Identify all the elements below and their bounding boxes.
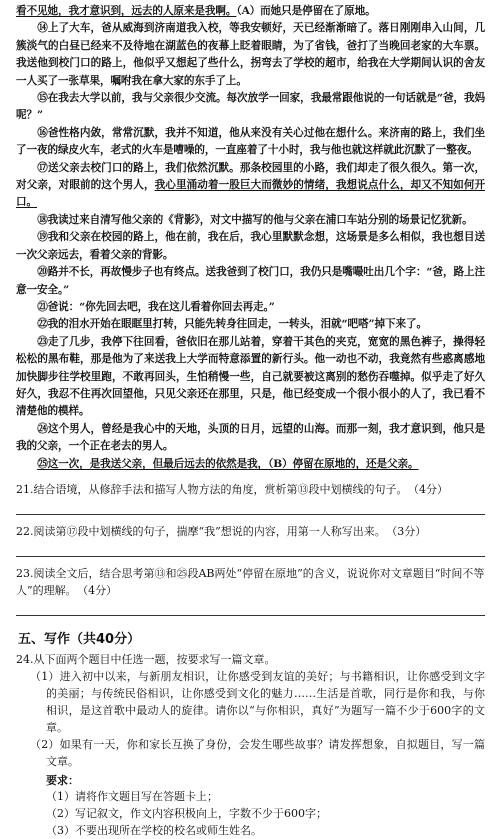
answer-line[interactable]	[16, 498, 485, 515]
requirement-item: （2）写记叙文，作文内容积极向上，字数不少于600字；	[46, 806, 327, 820]
answer-line[interactable]	[16, 599, 485, 616]
question-24: 24.从下面两个题目中任选一题，按要求写一篇文章。	[16, 652, 276, 666]
passage-paragraph: ⑮在我去大学以前，我与父亲很少交流。每次放学一回家，我最常跟他说的一句话就是“爸，我妈呢？”	[16, 92, 485, 122]
section-title: 五、写作（共40分）	[18, 631, 141, 647]
passage-paragraph: ⑲我和父亲在校园的路上，他在前，我在后，我心里默默念想，这场景是多么相似，我也想目送一次父亲远去，看着父亲的背影。	[16, 231, 485, 261]
passage-paragraph: ㉒我的泪水开始在眼眶里打转，只能先转身往回走，一转头，泪就“吧嗒”掉下来了。	[37, 318, 427, 331]
question-23: 23.阅读全文后，结合思考第⑬和㉕段AB两处“停留在原地”的含义，说说你对文章题目“时间不等人”的理解。 （4分）	[16, 565, 485, 616]
question-22: 22.阅读第⑰段中划横线的句子，揣摩“我”想说的内容，用第一人称写出来。 （3分）	[16, 523, 485, 557]
passage-paragraph: 看不见她，我才意识到，远去的人原来是我啊。（A）而她只是停留在了原地。	[16, 5, 376, 17]
requirement-item: （1）请将作文题目写在答题卡上；	[46, 789, 218, 803]
reading-passage	[16, 3, 485, 473]
question-21: 21.结合语境，从修辞手法和描写人物方法的角度，赏析第⑬段中划横线的句子。 （4分）	[16, 481, 485, 515]
passage-paragraph: ㉔这个男人，曾经是我心中的天地，头顶的日月，远望的山海。而那一刻，我才意识到，他只是我的父亲，一个正在老去的男人。	[16, 422, 485, 453]
underlined-sentence: 我心里涌动着一股巨大而微妙的情绪，我想说点什么，却又不知如何开口。	[16, 179, 485, 209]
answer-line[interactable]	[16, 540, 485, 557]
requirement-item: （3）不要出现所在学校的校名或师生姓名。	[46, 823, 262, 837]
underlined-sentence: ㉕这一次，是我送父亲，但最后远去的依然是我，	[37, 457, 269, 470]
passage-paragraph: ㉕这一次，是我送父亲，但最后远去的依然是我，（B）停留在原地的，还是父亲。	[37, 457, 419, 470]
passage-paragraph: ⑰送父亲去校门口的路上，我们依然沉默。那条校园里的小路，我们却走了很久很久。第一次，对父亲，对眼前的这个男人，我心里涌动着一股巨大而微妙的情绪，我想说点什么，却又不知如何开口。	[16, 161, 485, 209]
passage-paragraph: ㉓走了几步，我停下往回看，爸依旧在那儿站着，穿着干其色的夹克，宽宽的黑色裤子，操得轻松松的黑布鞋，那是他为了来送我上大学而特意添置的新行头。他一动也不动，我竟然有些惑离感地加快脚步往学校里跑，不敢再回头，生怕稍慢一些，自己就要被这离别的愁伤吞噬掉。似乎走了好久好久，我忍不住再次回望他，只见父亲还在那里，只是，他已经变成一个很小很小的人了，我已看不清楚他的模样。	[16, 335, 485, 418]
writing-option-1: （1）进入初中以来，与新朋友相识，让你感受到友谊的美好；与书籍相识，让你感受到文字的美丽；与传统民俗相识，让你感受到文化的魅力……生活是首歌，同行是你和我，与你相识，是这首歌中最动人的旋律。请你以“与你相识，真好”为题写一篇不少于600字的文章。	[30, 669, 485, 734]
passage-paragraph: ⑱我读过来自清写他父亲的《背影》，对文中描写的他与父亲在浦口车站分别的场景记忆犹新。	[37, 213, 473, 226]
requirements-title: 要求：	[46, 773, 79, 787]
passage-paragraph: ⑳路并不长，再故慢步子也有终点。送我爸到了校门口，我仍只是嘴嘬吐出几个字：“爸，路上注意一安全。”	[16, 266, 485, 296]
passage-paragraph: ⑭上了大车，爸从威海到济南道我入校，等我安顿好，天已经渐渐暗了。落日刚刚串入山间，几簇淡气的白昼已经来不及待地在湖蓝色的夜幕上眨着眼睛，为了省钱，爸打了当晚回老家的大车票。我送他到校门口的路上，他似乎又想起了些什么，拐弯去了学校的超市，给我在大学期间认识的舍友一人买了一张草果，嘱咐我在拿大家的东手了上。	[16, 22, 485, 87]
underlined-sentence: 看不见她，我才意识到，远去的人原来是我啊。	[16, 5, 237, 17]
passage-paragraph: ㉑爸说：“你先回去吧，我在这儿看着你回去再走。”	[37, 300, 275, 313]
writing-option-2: （2）如果有一天，你和家长互换了身份，会发生哪些故事？请发挥想象，自拟题目，写一篇文章。	[30, 737, 485, 768]
passage-paragraph: ⑯爸性格内敛，常常沉默，我并不知道，他从来没有关心过他在想什么。来济南的路上，我们坐了一夜的绿皮火车，老式的火车是嘈噪的，一直座着了十小时，我与他也就这样就此沉默了一整夜。	[16, 126, 485, 157]
